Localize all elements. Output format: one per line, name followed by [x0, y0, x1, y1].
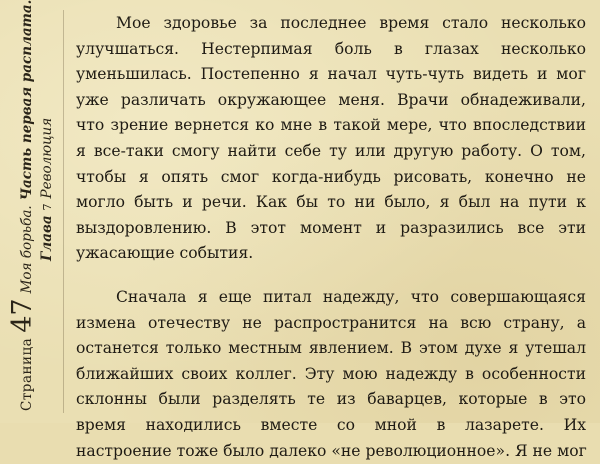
text-line: могло быть и речи. Как бы то ни было, я был на пути к: [76, 190, 586, 216]
text-line: уже различать окружающее меня. Врачи обнадеживали,: [76, 88, 586, 114]
part-title: Часть первая расплата.: [20, 0, 34, 200]
text-line: настроение тоже было далеко «не революционное». Я не мог: [76, 439, 586, 464]
paragraph-1: [76, 11, 586, 267]
text-line: Мое здоровье за последнее время стало несколько: [76, 11, 586, 37]
text-line: измена отечеству не распространится на всю страну, а: [76, 311, 586, 337]
paragraph-2: [76, 285, 586, 464]
text-line: останется только местным явлением. В этом духе я утешал: [76, 336, 586, 362]
running-header-line-2: [40, 11, 54, 411]
book-title: Моя борьба.: [20, 205, 34, 293]
text-line: улучшаться. Нестерпимая боль в глазах несколько: [76, 37, 586, 63]
text-line: Сначала я еще питал надежду, что совершающаяся: [76, 285, 586, 311]
text-line: что зрение вернется ко мне в такой мере, что впоследствии: [76, 113, 586, 139]
text-line: выздоровлению. В этот момент и разразились все эти: [76, 216, 586, 242]
text-line: ближайших своих коллег. Эту мою надежду в особенности: [76, 362, 586, 388]
page-label: Страница: [20, 338, 34, 411]
chapter-label: Глава: [40, 215, 54, 261]
text-line: ужасающие события.: [76, 241, 586, 267]
paragraph-gap: [76, 267, 586, 285]
text-line: я все-таки смогу найти себе ту или другую работу. О том,: [76, 139, 586, 165]
sidebar-divider: [63, 10, 64, 413]
page-number: 47: [9, 298, 36, 332]
running-header: [4, 11, 60, 411]
chapter-title: Революция: [40, 118, 54, 199]
text-line: уменьшилась. Постепенно я начал чуть-чуть видеть и мог: [76, 62, 586, 88]
body-text: [76, 11, 586, 464]
text-line: время находились вместе со мной в лазарете. Их: [76, 413, 586, 439]
text-line: чтобы я опять смог когда-нибудь рисовать, конечно не: [76, 165, 586, 191]
chapter-number: 7: [42, 203, 54, 210]
running-header-line-1: [9, 11, 36, 411]
text-line: склонны были разделять те из баварцев, которые в это: [76, 387, 586, 413]
running-header-sidebar: [0, 0, 64, 423]
